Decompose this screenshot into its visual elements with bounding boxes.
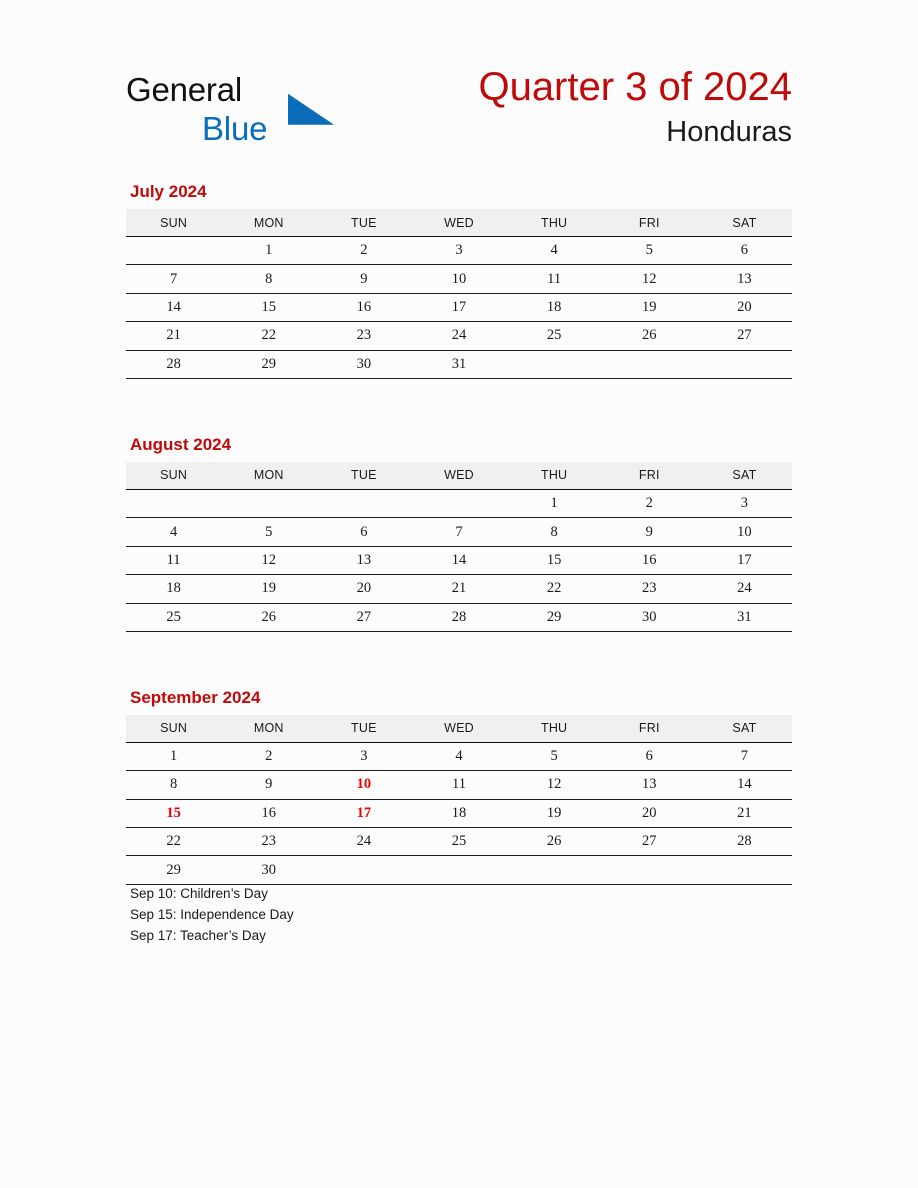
weekday-header-thu: THU — [507, 715, 602, 743]
day-cell[interactable]: 30 — [602, 603, 697, 631]
day-cell-empty — [507, 856, 602, 884]
day-cell[interactable]: 11 — [507, 265, 602, 293]
weekday-header-fri: FRI — [602, 462, 697, 490]
month-table — [126, 209, 792, 379]
week-row — [126, 799, 792, 827]
weekday-header-sat: SAT — [697, 715, 792, 743]
day-cell[interactable]: 8 — [221, 265, 316, 293]
day-cell[interactable]: 9 — [221, 771, 316, 799]
day-cell-holiday[interactable]: 10 — [316, 771, 411, 799]
day-cell[interactable]: 1 — [507, 489, 602, 517]
day-cell[interactable]: 30 — [316, 350, 411, 378]
day-cell[interactable]: 25 — [507, 322, 602, 350]
weekday-header-fri: FRI — [602, 209, 697, 237]
page-header — [126, 62, 792, 172]
day-cell[interactable]: 26 — [221, 603, 316, 631]
day-cell[interactable]: 13 — [697, 265, 792, 293]
day-cell[interactable]: 6 — [602, 742, 697, 770]
weekday-header-fri: FRI — [602, 715, 697, 743]
day-cell-empty — [507, 350, 602, 378]
day-cell[interactable]: 8 — [507, 518, 602, 546]
week-row — [126, 265, 792, 293]
day-cell[interactable]: 22 — [221, 322, 316, 350]
day-cell[interactable]: 24 — [697, 575, 792, 603]
day-cell-holiday[interactable]: 17 — [316, 799, 411, 827]
day-cell[interactable]: 25 — [126, 603, 221, 631]
legend-item: Sep 15: Independence Day — [130, 906, 294, 922]
day-cell[interactable]: 14 — [126, 293, 221, 321]
weekday-header-row — [126, 462, 792, 490]
day-cell[interactable]: 12 — [507, 771, 602, 799]
month-block — [126, 688, 792, 885]
day-cell[interactable]: 8 — [126, 771, 221, 799]
day-cell-empty — [126, 489, 221, 517]
legend-item: Sep 17: Teacher’s Day — [130, 927, 266, 943]
day-cell[interactable]: 12 — [602, 265, 697, 293]
day-cell[interactable]: 14 — [411, 546, 506, 574]
day-cell[interactable]: 3 — [316, 742, 411, 770]
page-title: Quarter 3 of 2024 — [478, 65, 792, 109]
day-cell-holiday[interactable]: 15 — [126, 799, 221, 827]
weekday-header-sun: SUN — [126, 462, 221, 490]
day-cell[interactable]: 31 — [411, 350, 506, 378]
day-cell[interactable]: 2 — [221, 742, 316, 770]
week-row — [126, 603, 792, 631]
month-block — [126, 182, 792, 379]
month-block — [126, 435, 792, 632]
day-cell[interactable]: 27 — [602, 828, 697, 856]
day-cell[interactable]: 27 — [697, 322, 792, 350]
day-cell[interactable]: 26 — [507, 828, 602, 856]
day-cell[interactable]: 19 — [221, 575, 316, 603]
day-cell[interactable]: 23 — [316, 322, 411, 350]
day-cell[interactable]: 23 — [602, 575, 697, 603]
day-cell-empty — [697, 856, 792, 884]
day-cell[interactable]: 2 — [316, 237, 411, 265]
title-block — [478, 62, 792, 152]
day-cell[interactable]: 19 — [507, 799, 602, 827]
day-cell[interactable]: 22 — [126, 828, 221, 856]
day-cell[interactable]: 28 — [411, 603, 506, 631]
week-row — [126, 742, 792, 770]
day-cell[interactable]: 15 — [221, 293, 316, 321]
day-cell[interactable]: 1 — [126, 742, 221, 770]
day-cell[interactable]: 16 — [221, 799, 316, 827]
week-row — [126, 518, 792, 546]
day-cell-empty — [411, 856, 506, 884]
day-cell[interactable]: 20 — [697, 293, 792, 321]
weekday-header-sat: SAT — [697, 209, 792, 237]
day-cell[interactable]: 15 — [507, 546, 602, 574]
general-blue-logo[interactable] — [126, 70, 416, 150]
day-cell[interactable]: 10 — [411, 265, 506, 293]
day-cell[interactable]: 18 — [126, 575, 221, 603]
day-cell[interactable]: 3 — [697, 489, 792, 517]
day-cell[interactable]: 28 — [126, 350, 221, 378]
weekday-header-thu: THU — [507, 209, 602, 237]
weekday-header-wed: WED — [411, 715, 506, 743]
day-cell[interactable]: 27 — [316, 603, 411, 631]
day-cell[interactable]: 10 — [697, 518, 792, 546]
day-cell[interactable]: 29 — [221, 350, 316, 378]
day-cell-empty — [316, 489, 411, 517]
week-row — [126, 322, 792, 350]
week-row — [126, 546, 792, 574]
day-cell[interactable]: 16 — [602, 546, 697, 574]
weekday-header-mon: MON — [221, 209, 316, 237]
logo-word-general: General — [126, 71, 243, 108]
day-cell-empty — [697, 350, 792, 378]
day-cell[interactable]: 26 — [602, 322, 697, 350]
day-cell[interactable]: 21 — [411, 575, 506, 603]
day-cell[interactable]: 30 — [221, 856, 316, 884]
day-cell[interactable]: 21 — [126, 322, 221, 350]
weekday-header-sat: SAT — [697, 462, 792, 490]
day-cell[interactable]: 14 — [697, 771, 792, 799]
day-cell[interactable]: 4 — [411, 742, 506, 770]
day-cell[interactable]: 28 — [697, 828, 792, 856]
legend-item: Sep 10: Children’s Day — [130, 886, 268, 901]
month-title: July 2024 — [130, 182, 207, 201]
day-cell[interactable]: 31 — [697, 603, 792, 631]
month-table — [126, 715, 792, 885]
weekday-header-tue: TUE — [316, 462, 411, 490]
month-title: September 2024 — [130, 687, 261, 707]
day-cell[interactable]: 9 — [316, 265, 411, 293]
day-cell[interactable]: 18 — [507, 293, 602, 321]
day-cell[interactable]: 29 — [126, 856, 221, 884]
day-cell[interactable]: 11 — [126, 546, 221, 574]
weekday-header-tue: TUE — [316, 715, 411, 743]
day-cell[interactable]: 29 — [507, 603, 602, 631]
day-cell[interactable]: 24 — [411, 322, 506, 350]
day-cell-empty — [316, 856, 411, 884]
day-cell[interactable]: 9 — [602, 518, 697, 546]
day-cell[interactable]: 5 — [507, 742, 602, 770]
week-row — [126, 293, 792, 321]
day-cell[interactable]: 13 — [316, 546, 411, 574]
day-cell[interactable]: 4 — [507, 237, 602, 265]
day-cell[interactable]: 7 — [697, 742, 792, 770]
day-cell[interactable]: 20 — [316, 575, 411, 603]
day-cell[interactable]: 18 — [411, 799, 506, 827]
week-row — [126, 828, 792, 856]
weekday-header-thu: THU — [507, 462, 602, 490]
day-cell[interactable]: 6 — [697, 237, 792, 265]
weekday-header-row — [126, 209, 792, 237]
day-cell[interactable]: 1 — [221, 237, 316, 265]
weekday-header-mon: MON — [221, 462, 316, 490]
logo-word-blue: Blue — [202, 110, 268, 147]
day-cell[interactable]: 22 — [507, 575, 602, 603]
day-cell-empty — [602, 856, 697, 884]
month-title: August 2024 — [130, 434, 232, 454]
day-cell[interactable]: 17 — [411, 293, 506, 321]
month-table — [126, 462, 792, 632]
week-row — [126, 350, 792, 378]
day-cell[interactable]: 7 — [411, 518, 506, 546]
day-cell[interactable]: 7 — [126, 265, 221, 293]
day-cell-empty — [411, 489, 506, 517]
day-cell[interactable]: 11 — [411, 771, 506, 799]
week-row — [126, 575, 792, 603]
day-cell[interactable]: 24 — [316, 828, 411, 856]
months-container — [126, 182, 792, 941]
weekday-header-sun: SUN — [126, 715, 221, 743]
day-cell[interactable]: 12 — [221, 546, 316, 574]
day-cell[interactable]: 5 — [221, 518, 316, 546]
day-cell-empty — [126, 237, 221, 265]
day-cell[interactable]: 19 — [602, 293, 697, 321]
day-cell[interactable]: 25 — [411, 828, 506, 856]
weekday-header-tue: TUE — [316, 209, 411, 237]
day-cell[interactable]: 20 — [602, 799, 697, 827]
week-row — [126, 856, 792, 884]
day-cell[interactable]: 13 — [602, 771, 697, 799]
day-cell[interactable]: 5 — [602, 237, 697, 265]
week-row — [126, 489, 792, 517]
country-subtitle: Honduras — [666, 116, 792, 148]
day-cell-empty — [602, 350, 697, 378]
day-cell[interactable]: 3 — [411, 237, 506, 265]
weekday-header-row — [126, 715, 792, 743]
holiday-legend — [130, 884, 630, 946]
day-cell-empty — [221, 489, 316, 517]
weekday-header-wed: WED — [411, 209, 506, 237]
weekday-header-sun: SUN — [126, 209, 221, 237]
weekday-header-wed: WED — [411, 462, 506, 490]
day-cell[interactable]: 21 — [697, 799, 792, 827]
day-cell[interactable]: 16 — [316, 293, 411, 321]
week-row — [126, 237, 792, 265]
week-row — [126, 771, 792, 799]
day-cell[interactable]: 23 — [221, 828, 316, 856]
weekday-header-mon: MON — [221, 715, 316, 743]
day-cell[interactable]: 2 — [602, 489, 697, 517]
logo-line-2 — [126, 110, 416, 148]
day-cell[interactable]: 4 — [126, 518, 221, 546]
day-cell[interactable]: 6 — [316, 518, 411, 546]
logo-line-1 — [126, 70, 416, 110]
day-cell[interactable]: 17 — [697, 546, 792, 574]
